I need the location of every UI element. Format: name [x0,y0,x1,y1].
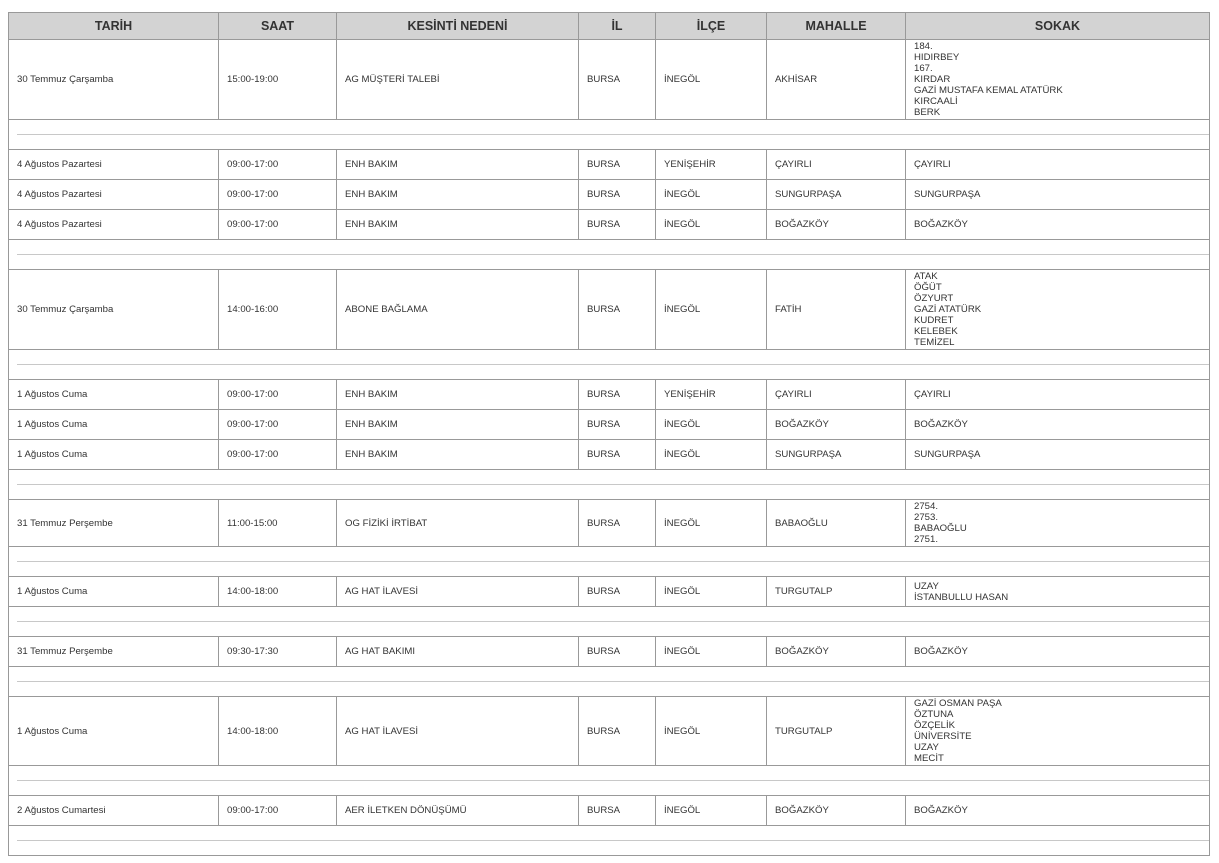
cell-tarih: 2 Ağustos Cumartesi [9,796,219,826]
cell-mahalle: BOĞAZKÖY [767,210,906,240]
separator-row [9,607,1210,637]
cell-tarih: 1 Ağustos Cuma [9,380,219,410]
table-row [9,380,1210,410]
street-name: GAZİ ATATÜRK [914,304,982,315]
header-ilce: İLÇE [656,13,767,40]
cell-ilce: İNEGÖL [656,637,767,667]
cell-saat: 09:00-17:00 [219,210,337,240]
cell-mahalle: TURGUTALP [767,697,906,766]
street-name: ÖZÇELİK [914,720,956,731]
cell-kesinti-nedeni: AER İLETKEN DÖNÜŞÜMÜ [337,796,579,826]
cell-ilce: İNEGÖL [656,500,767,547]
separator-row [9,547,1210,577]
cell-kesinti-nedeni: AG HAT BAKIMI [337,637,579,667]
separator-line [17,484,1209,485]
cell-ilce: YENİŞEHİR [656,150,767,180]
table-row [9,637,1210,667]
street-name: SUNGURPAŞA [914,189,981,200]
cell-ilce: İNEGÖL [656,40,767,120]
cell-il: BURSA [579,577,656,607]
cell-saat: 09:00-17:00 [219,410,337,440]
table-row [9,210,1210,240]
street-name: BOĞAZKÖY [914,219,968,230]
cell-sokak [906,500,1210,547]
street-name: HIDIRBEY [914,52,960,63]
cell-saat: 14:00-18:00 [219,577,337,607]
cell-ilce: İNEGÖL [656,270,767,350]
cell-tarih: 4 Ağustos Pazartesi [9,150,219,180]
header-il: İL [579,13,656,40]
separator-row [9,766,1210,796]
cell-ilce: İNEGÖL [656,180,767,210]
street-name: ÇAYIRLI [914,159,951,170]
cell-kesinti-nedeni: AG HAT İLAVESİ [337,697,579,766]
cell-sokak [906,796,1210,826]
separator-row [9,470,1210,500]
separator-cell [9,470,1210,500]
street-name: SUNGURPAŞA [914,449,981,460]
cell-mahalle: BABAOĞLU [767,500,906,547]
street-name: ÇAYIRLI [914,389,951,400]
street-name: TEMİZEL [914,337,955,348]
cell-mahalle: FATİH [767,270,906,350]
street-name: ATAK [914,271,938,282]
cell-ilce: İNEGÖL [656,697,767,766]
cell-mahalle: BOĞAZKÖY [767,410,906,440]
cell-kesinti-nedeni: ABONE BAĞLAMA [337,270,579,350]
cell-ilce: İNEGÖL [656,796,767,826]
separator-cell [9,240,1210,270]
cell-il: BURSA [579,410,656,440]
street-name: KELEBEK [914,326,958,337]
cell-mahalle: ÇAYIRLI [767,150,906,180]
street-name: 2753. [914,512,939,523]
header-mahalle: MAHALLE [767,13,906,40]
separator-line [17,134,1209,135]
header-kesinti-nedeni: KESİNTİ NEDENİ [337,13,579,40]
separator-cell [9,607,1210,637]
cell-tarih: 1 Ağustos Cuma [9,697,219,766]
cell-tarih: 1 Ağustos Cuma [9,410,219,440]
cell-sokak [906,440,1210,470]
separator-row [9,826,1210,856]
street-name: KIRDAR [914,74,951,85]
power-outage-table [8,12,1210,856]
table-body [9,40,1210,856]
separator-line [17,254,1209,255]
header-sokak: SOKAK [906,13,1210,40]
separator-row [9,240,1210,270]
street-name: UZAY [914,742,939,753]
cell-sokak [906,270,1210,350]
cell-mahalle: AKHİSAR [767,40,906,120]
cell-saat: 14:00-18:00 [219,697,337,766]
street-name: ÖĞÜT [914,282,942,293]
cell-sokak [906,577,1210,607]
cell-tarih: 1 Ağustos Cuma [9,440,219,470]
cell-saat: 09:00-17:00 [219,380,337,410]
cell-sokak [906,697,1210,766]
cell-il: BURSA [579,440,656,470]
street-name: BABAOĞLU [914,523,967,534]
separator-line [17,840,1209,841]
street-name: 2754. [914,501,939,512]
cell-il: BURSA [579,270,656,350]
cell-saat: 09:30-17:30 [219,637,337,667]
header-saat: SAAT [219,13,337,40]
table-row [9,270,1210,350]
cell-mahalle: ÇAYIRLI [767,380,906,410]
separator-line [17,780,1209,781]
cell-kesinti-nedeni: AG MÜŞTERİ TALEBİ [337,40,579,120]
street-name: UZAY [914,580,939,592]
table-row [9,500,1210,547]
separator-line [17,621,1209,622]
cell-il: BURSA [579,697,656,766]
cell-ilce: İNEGÖL [656,410,767,440]
cell-il: BURSA [579,150,656,180]
cell-il: BURSA [579,210,656,240]
table-row [9,796,1210,826]
cell-saat: 09:00-17:00 [219,796,337,826]
cell-sokak [906,210,1210,240]
separator-cell [9,766,1210,796]
cell-tarih: 31 Temmuz Perşembe [9,637,219,667]
cell-il: BURSA [579,180,656,210]
street-name: 2751. [914,534,939,545]
cell-kesinti-nedeni: OG FİZİKİ İRTİBAT [337,500,579,547]
table-row [9,410,1210,440]
street-name: BOĞAZKÖY [914,419,968,430]
cell-mahalle: SUNGURPAŞA [767,440,906,470]
street-name: İSTANBULLU HASAN [914,591,1009,603]
separator-cell [9,826,1210,856]
separator-cell [9,120,1210,150]
cell-mahalle: TURGUTALP [767,577,906,607]
separator-row [9,667,1210,697]
cell-sokak [906,150,1210,180]
table-row [9,180,1210,210]
cell-sokak [906,40,1210,120]
cell-kesinti-nedeni: ENH BAKIM [337,440,579,470]
header-tarih: TARİH [9,13,219,40]
cell-sokak [906,380,1210,410]
table-row [9,697,1210,766]
table-row [9,440,1210,470]
cell-saat: 11:00-15:00 [219,500,337,547]
separator-row [9,350,1210,380]
separator-line [17,681,1209,682]
street-name: BOĞAZKÖY [914,805,968,816]
table-row [9,40,1210,120]
cell-tarih: 31 Temmuz Perşembe [9,500,219,547]
street-name: 167. [914,63,933,74]
street-name: MECİT [914,753,944,764]
separator-row [9,120,1210,150]
cell-mahalle: SUNGURPAŞA [767,180,906,210]
separator-line [17,561,1209,562]
street-name: ÜNİVERSİTE [914,731,972,742]
cell-il: BURSA [579,637,656,667]
separator-cell [9,667,1210,697]
cell-kesinti-nedeni: ENH BAKIM [337,410,579,440]
cell-kesinti-nedeni: ENH BAKIM [337,150,579,180]
street-name: BOĞAZKÖY [914,646,968,657]
cell-il: BURSA [579,40,656,120]
table-row [9,577,1210,607]
cell-sokak [906,637,1210,667]
street-name: KIRCAALİ [914,96,958,107]
street-name: KUDRET [914,315,954,326]
street-name: ÖZTUNA [914,709,954,720]
cell-mahalle: BOĞAZKÖY [767,637,906,667]
street-name: BERK [914,107,941,118]
cell-kesinti-nedeni: ENH BAKIM [337,380,579,410]
cell-tarih: 30 Temmuz Çarşamba [9,270,219,350]
cell-tarih: 4 Ağustos Pazartesi [9,210,219,240]
cell-tarih: 4 Ağustos Pazartesi [9,180,219,210]
cell-saat: 09:00-17:00 [219,180,337,210]
cell-saat: 09:00-17:00 [219,440,337,470]
cell-sokak [906,410,1210,440]
cell-sokak [906,180,1210,210]
cell-tarih: 30 Temmuz Çarşamba [9,40,219,120]
table-header-row [9,13,1210,40]
street-name: 184. [914,41,933,52]
cell-saat: 09:00-17:00 [219,150,337,180]
cell-il: BURSA [579,796,656,826]
cell-mahalle: BOĞAZKÖY [767,796,906,826]
cell-kesinti-nedeni: ENH BAKIM [337,210,579,240]
cell-ilce: İNEGÖL [656,440,767,470]
separator-line [17,364,1209,365]
street-name: ÖZYURT [914,293,954,304]
cell-ilce: İNEGÖL [656,210,767,240]
cell-tarih: 1 Ağustos Cuma [9,577,219,607]
cell-kesinti-nedeni: ENH BAKIM [337,180,579,210]
cell-ilce: YENİŞEHİR [656,380,767,410]
cell-ilce: İNEGÖL [656,577,767,607]
separator-cell [9,350,1210,380]
cell-il: BURSA [579,380,656,410]
cell-saat: 15:00-19:00 [219,40,337,120]
cell-il: BURSA [579,500,656,547]
separator-cell [9,547,1210,577]
street-name: GAZİ OSMAN PAŞA [914,698,1002,709]
table-row [9,150,1210,180]
cell-saat: 14:00-16:00 [219,270,337,350]
cell-kesinti-nedeni: AG HAT İLAVESİ [337,577,579,607]
street-name: GAZİ MUSTAFA KEMAL ATATÜRK [914,85,1063,96]
